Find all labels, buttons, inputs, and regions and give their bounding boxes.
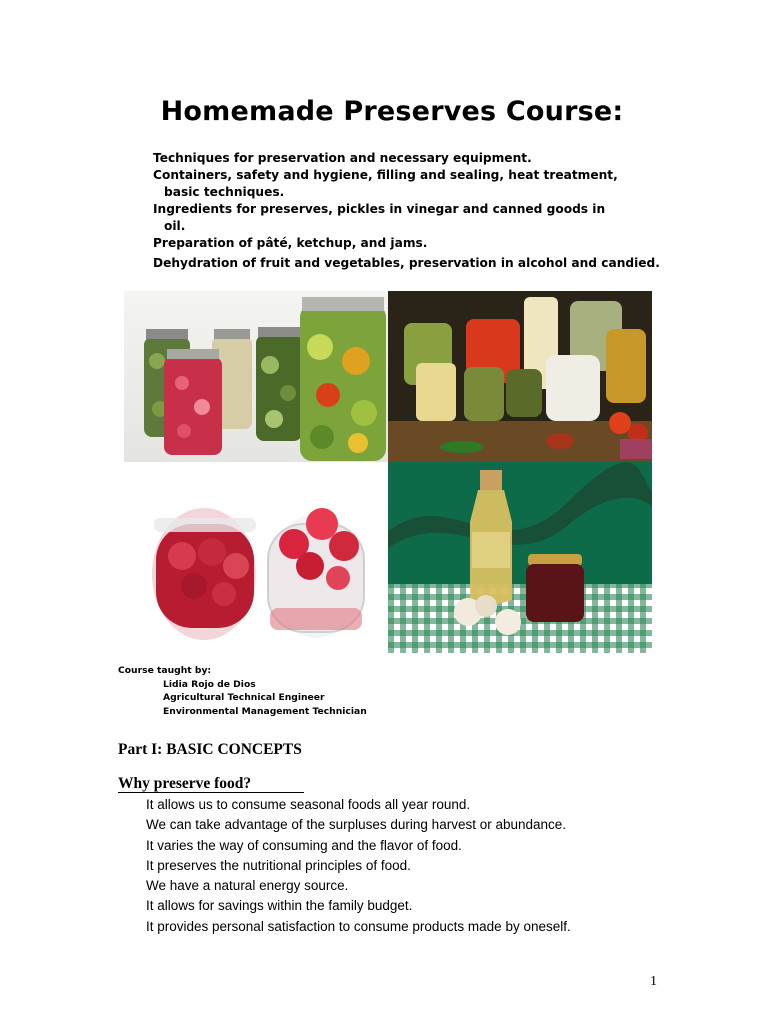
credits-heading: Course taught by: <box>118 665 212 676</box>
preserves-photo-collage <box>124 291 652 653</box>
list-item <box>142 876 571 896</box>
topic-text: Preparation of pâté, ketchup, and jams. <box>153 236 428 250</box>
topic-item <box>143 255 703 272</box>
topic-item <box>143 235 703 252</box>
reason-text: It allows us to consume seasonal foods all year round. <box>146 797 471 812</box>
list-item <box>142 836 571 856</box>
course-credits <box>118 664 367 718</box>
topic-text-continued: oil. <box>164 219 186 233</box>
assorted-preserves-photo <box>388 291 652 462</box>
section-heading-underline <box>118 792 304 793</box>
pickle-jars-photo <box>124 291 388 462</box>
raspberry-jars-photo <box>124 462 388 653</box>
topic-item <box>143 150 703 167</box>
oil-and-jam-photo <box>388 462 652 653</box>
topic-text: Dehydration of fruit and vegetables, preservation in alcohol and candied. <box>153 256 660 270</box>
topic-text: Ingredients for preserves, pickles in vinegar and canned goods in <box>153 202 606 216</box>
reason-text: We can take advantage of the surpluses during harvest or abundance. <box>146 817 567 833</box>
section-heading: Why preserve food? <box>118 775 252 792</box>
topic-text: Techniques for preservation and necessary equipment. <box>153 151 532 165</box>
list-item <box>142 795 571 815</box>
reason-text: It provides personal satisfaction to consume products made by oneself. <box>146 918 571 934</box>
instructor-role: Environmental Management Technician <box>163 705 367 717</box>
course-topics-list <box>143 150 703 272</box>
instructor-name: Lidia Rojo de Dios <box>163 678 256 690</box>
reason-text: We have a natural energy source. <box>146 878 349 894</box>
list-item <box>142 917 571 937</box>
topic-item <box>143 167 703 201</box>
page-number: 1 <box>650 974 657 989</box>
topic-text-continued: basic techniques. <box>164 185 285 199</box>
reason-text: It varies the way of consuming and the flavor of food. <box>146 837 462 853</box>
reason-text: It preserves the nutritional principles of food. <box>146 857 411 873</box>
topic-item <box>143 201 703 235</box>
topic-text: Containers, safety and hygiene, filling and sealing, heat treatment, <box>153 168 618 182</box>
document-title: Homemade Preserves Course: <box>160 96 624 127</box>
reasons-list <box>142 795 571 937</box>
list-item <box>142 856 571 876</box>
instructor-role: Agricultural Technical Engineer <box>163 692 325 703</box>
reason-text: It allows for savings within the family budget. <box>146 898 413 914</box>
list-item <box>142 896 571 916</box>
list-item <box>142 815 571 835</box>
part-heading: Part I: BASIC CONCEPTS <box>118 741 302 758</box>
